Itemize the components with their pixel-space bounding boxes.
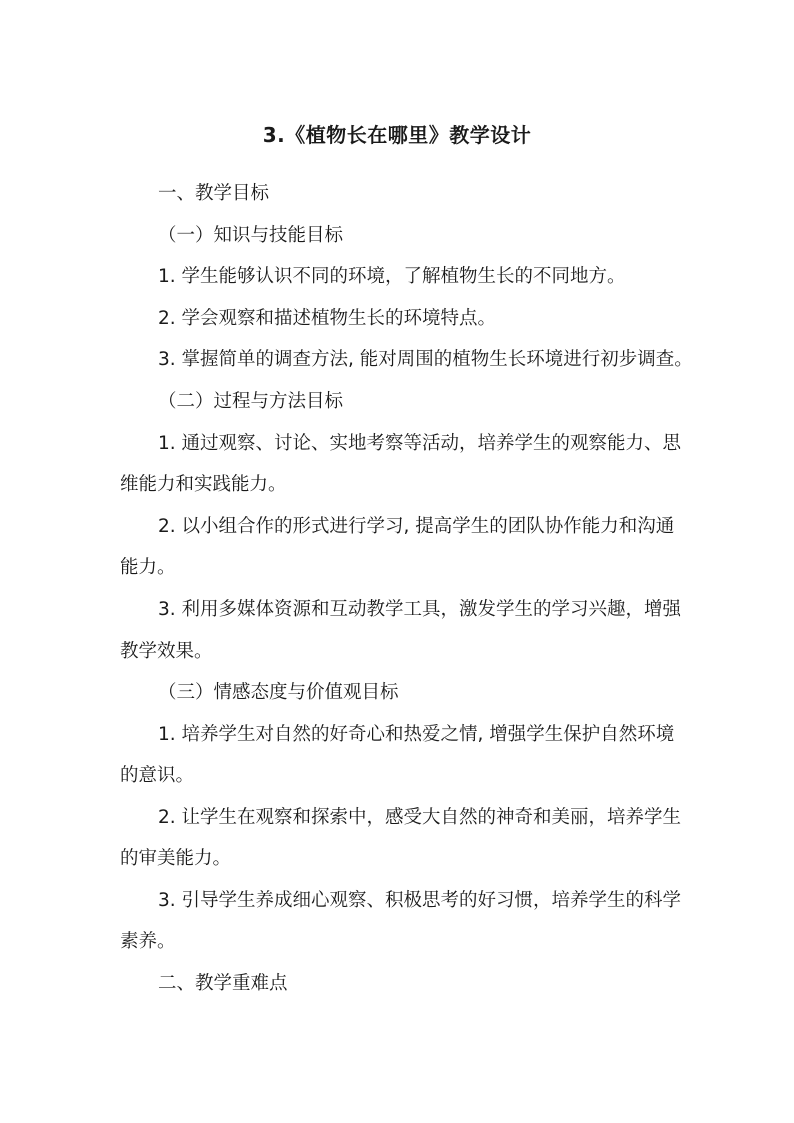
subsection-heading-knowledge: （一）知识与技能目标	[158, 225, 344, 246]
paragraph-line: 素养。	[120, 931, 176, 952]
subsection-heading-process: （二）过程与方法目标	[158, 391, 344, 412]
paragraph-line: 的意识。	[120, 765, 195, 786]
paragraph: 1. 学生能够认识不同的环境，了解植物生长的不同地方。	[158, 266, 626, 287]
section-heading-objectives: 一、教学目标	[158, 183, 270, 204]
paragraph-line: 能力。	[120, 557, 176, 578]
paragraph-line: 2. 让学生在观察和探索中，感受大自然的神奇和美丽，培养学生	[158, 807, 682, 828]
paragraph-line: 的审美能力。	[120, 848, 232, 869]
paragraph-line: 3. 引导学生养成细心观察、积极思考的好习惯，培养学生的科学	[158, 890, 682, 911]
section-heading-key-points: 二、教学重难点	[158, 973, 288, 994]
paragraph: 3. 掌握简单的调查方法, 能对周围的植物生长环境进行初步调查。	[158, 349, 693, 370]
paragraph-line: 教学效果。	[120, 641, 213, 662]
document-title: 3.《植物长在哪里》教学设计	[262, 123, 532, 147]
paragraph-line: 1. 培养学生对自然的好奇心和热爱之情, 增强学生保护自然环境	[158, 724, 675, 745]
paragraph-line: 维能力和实践能力。	[120, 474, 287, 495]
paragraph-line: 1. 通过观察、讨论、实地考察等活动，培养学生的观察能力、思	[158, 433, 682, 454]
paragraph-line: 2. 以小组合作的形式进行学习, 提高学生的团队协作能力和沟通	[158, 516, 675, 537]
paragraph: 2. 学会观察和描述植物生长的环境特点。	[158, 308, 497, 329]
subsection-heading-attitude: （三）情感态度与价值观目标	[158, 682, 399, 703]
paragraph-line: 3. 利用多媒体资源和互动教学工具，激发学生的学习兴趣，增强	[158, 599, 682, 620]
